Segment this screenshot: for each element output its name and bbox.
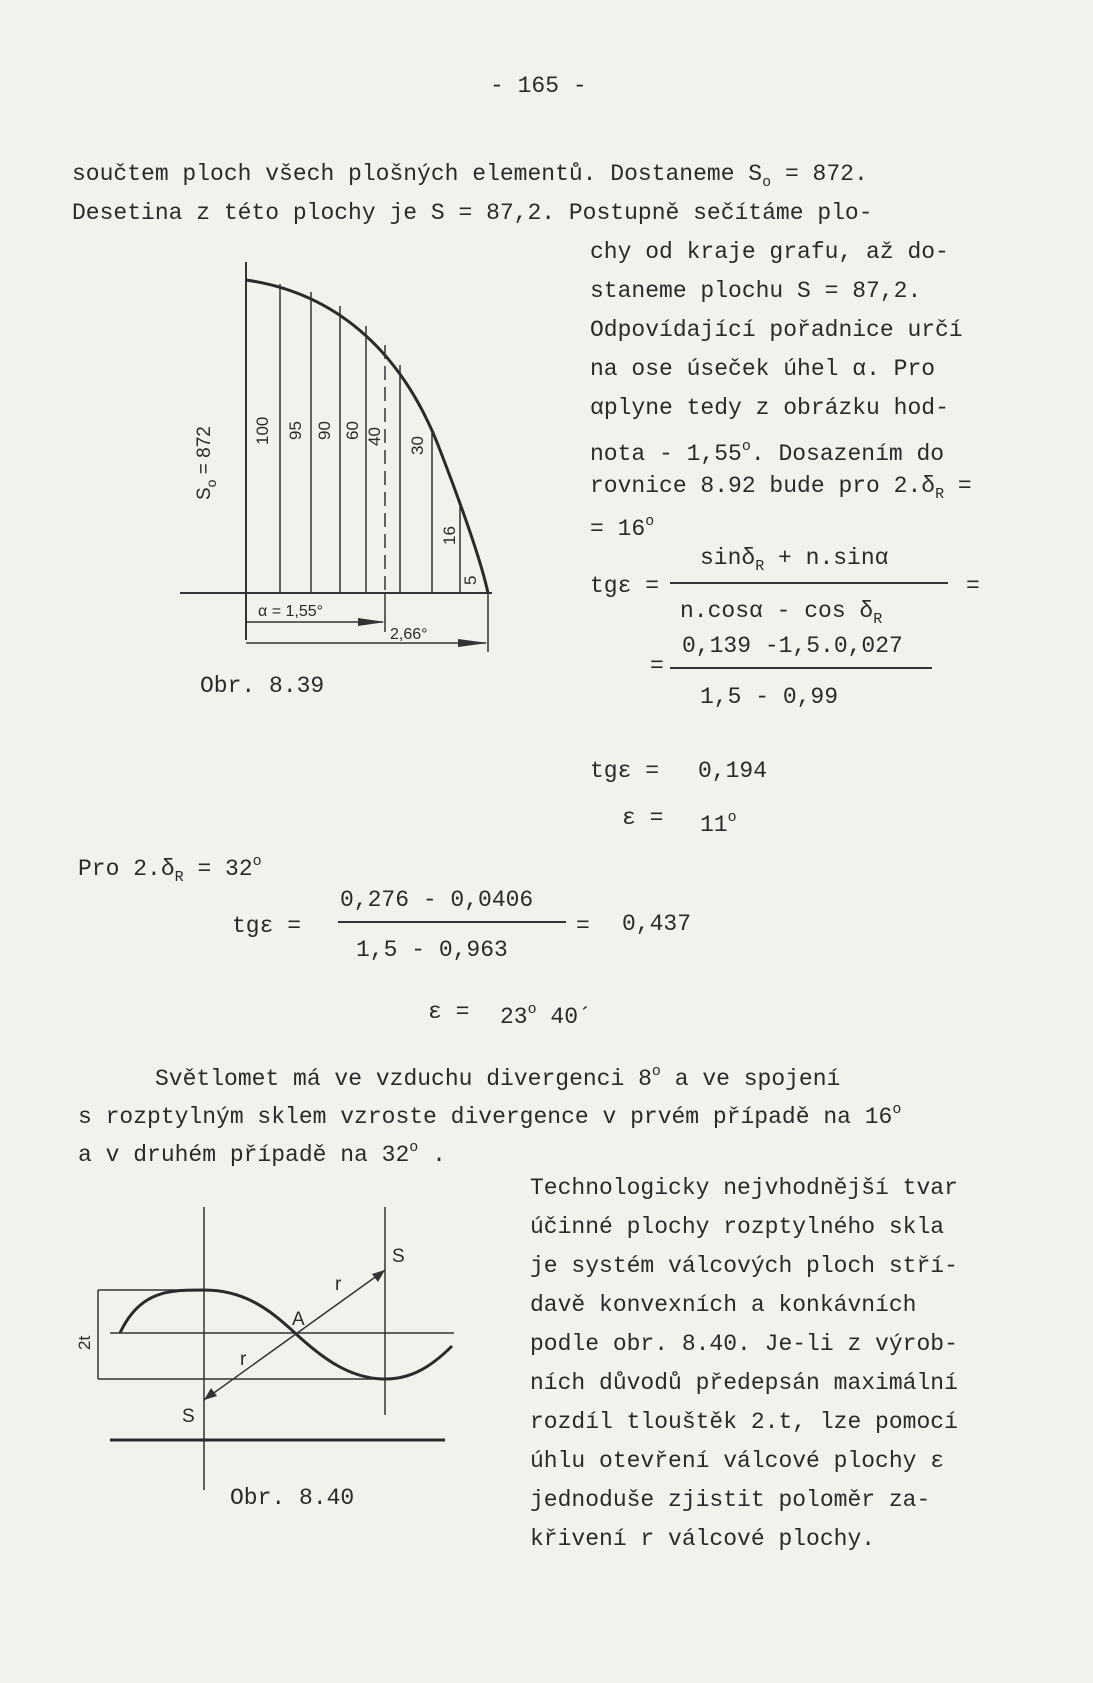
eq2-pro-line: Pro $2.\delta_R = 32^o$	[78, 853, 262, 886]
para1-line1: součtem ploch všech plošných elementů. Dostaneme $S_o = 872$.	[72, 161, 868, 191]
fig840-label-a: A	[292, 1309, 305, 1330]
fig840-arrow-top	[372, 1270, 385, 1282]
para3-line: úhlu otevření válcové plochy ε	[530, 1448, 945, 1474]
fig839-s0-label: $S_o = 872$	[194, 426, 219, 500]
para1-right-line3: Odpovídající pořadnice určí	[590, 317, 963, 343]
eq1-numerator: sinδ$_R$ + n.sinα	[700, 545, 889, 575]
eq2-denominator: 1,5 - 0,963	[356, 937, 508, 963]
fig840-label-r-bottom: r	[240, 1349, 247, 1370]
fig840-wave	[120, 1290, 452, 1379]
fig839-strip-label: 40	[365, 427, 384, 446]
fig839-strip-label: 60	[343, 421, 362, 440]
fig840-arrow-bottom	[204, 1388, 217, 1400]
para3-line: podle obr. 8.40. Je-li z výrob-	[530, 1331, 958, 1357]
eq2-lhs: tgε =	[232, 913, 302, 939]
eq2-epsilon-value: 23$^o$ 40´	[500, 1001, 592, 1030]
fig839-end-label: 2,66°	[390, 626, 428, 643]
eq1-result-lhs: tgε =	[590, 758, 660, 784]
eq2-numerator: 0,276 - 0,0406	[340, 887, 534, 913]
para3-line: jednoduše zjistit poloměr za-	[530, 1487, 931, 1513]
para3-line: je systém válcových ploch stří-	[530, 1253, 958, 1279]
eq1-denominator-2: 1,5 - 0,99	[700, 684, 839, 710]
fig839-strip-label: 30	[408, 436, 427, 455]
eq1-equals-2: =	[650, 653, 664, 679]
para3-line: účinné plochy rozptylného skla	[530, 1214, 945, 1240]
fig840-radius-line	[204, 1270, 385, 1400]
fig839-strip-label: 5	[461, 575, 480, 585]
page-number: - 165 -	[490, 73, 587, 99]
eq2-equals: =	[576, 913, 590, 939]
para1-right-line7: rovnice 8.92 bude pro $2.\delta_R$ =	[590, 473, 972, 503]
fig839-caption: Obr. 8.39	[200, 673, 325, 699]
para1-right-line8: = $16^o$	[590, 513, 655, 542]
fig839-alpha-label: α = 1,55°	[258, 603, 324, 620]
para1-right-line1: chy od kraje grafu, až do-	[590, 239, 949, 265]
para2-line3: a v druhém případě na 32$^o$ .	[78, 1139, 446, 1168]
fig840-label-r-top: r	[335, 1274, 342, 1295]
para1-line2: Desetina z této plochy je S = 87,2. Postupně sečítáme plo-	[72, 200, 873, 226]
para3-line: ních důvodů předepsán maximální	[530, 1370, 958, 1396]
eq1-equals: =	[966, 573, 980, 599]
fig840-label-s-top: S	[392, 1246, 405, 1267]
fig839-strip-label: 90	[315, 421, 334, 440]
eq2-epsilon-lhs: ε =	[428, 999, 470, 1025]
alpha-symbol: α	[590, 395, 604, 421]
para3-line: Technologicky nejvhodnější tvar	[530, 1175, 958, 1201]
para1-right-line6: nota - 1,55$^o$. Dosazením do	[590, 438, 945, 467]
eq1-epsilon-value: 11$^o$	[700, 809, 737, 838]
fig839-strip-label: 100	[253, 416, 272, 445]
fig839-strip-label: 16	[440, 526, 459, 545]
para1-right-line4: na ose úseček úhel α. Pro	[590, 356, 936, 382]
fig840-caption: Obr. 8.40	[230, 1485, 355, 1511]
para1-right-line2: staneme plochu S = 87,2.	[590, 278, 922, 304]
eq1-lhs: tgε =	[590, 573, 660, 599]
eq1-epsilon-lhs: ε =	[622, 805, 664, 831]
fig839-strip-label: 95	[286, 421, 305, 440]
eq1-result-value: 0,194	[698, 758, 768, 784]
para2-line2: s rozptylným sklem vzroste divergence v prvém případě na 16$^o$	[78, 1101, 902, 1130]
eq1-denominator: $n.\cos\alpha - \cos \delta_R$	[680, 598, 883, 628]
para2-line1: Světlomet má ve vzduchu divergenci 8$^o$ a ve spojení	[155, 1063, 841, 1092]
fig840-label-s-bottom: S	[182, 1406, 195, 1427]
fig840-2t-label: 2t	[75, 1335, 94, 1350]
para3-line: křivení r válcové plochy.	[530, 1526, 876, 1552]
eq1-numerator-2: 0,139 -1,5.0,027	[682, 633, 903, 659]
eq2-value: 0,437	[622, 911, 692, 937]
alpha-symbol: α	[852, 356, 867, 382]
para1-right-line5: αplyne tedy z obrázku hod-	[590, 395, 949, 421]
para3-line: rozdíl tlouštěk 2.t, lze pomocí	[530, 1409, 958, 1435]
para3-line: davě konvexních a konkávních	[530, 1292, 917, 1318]
